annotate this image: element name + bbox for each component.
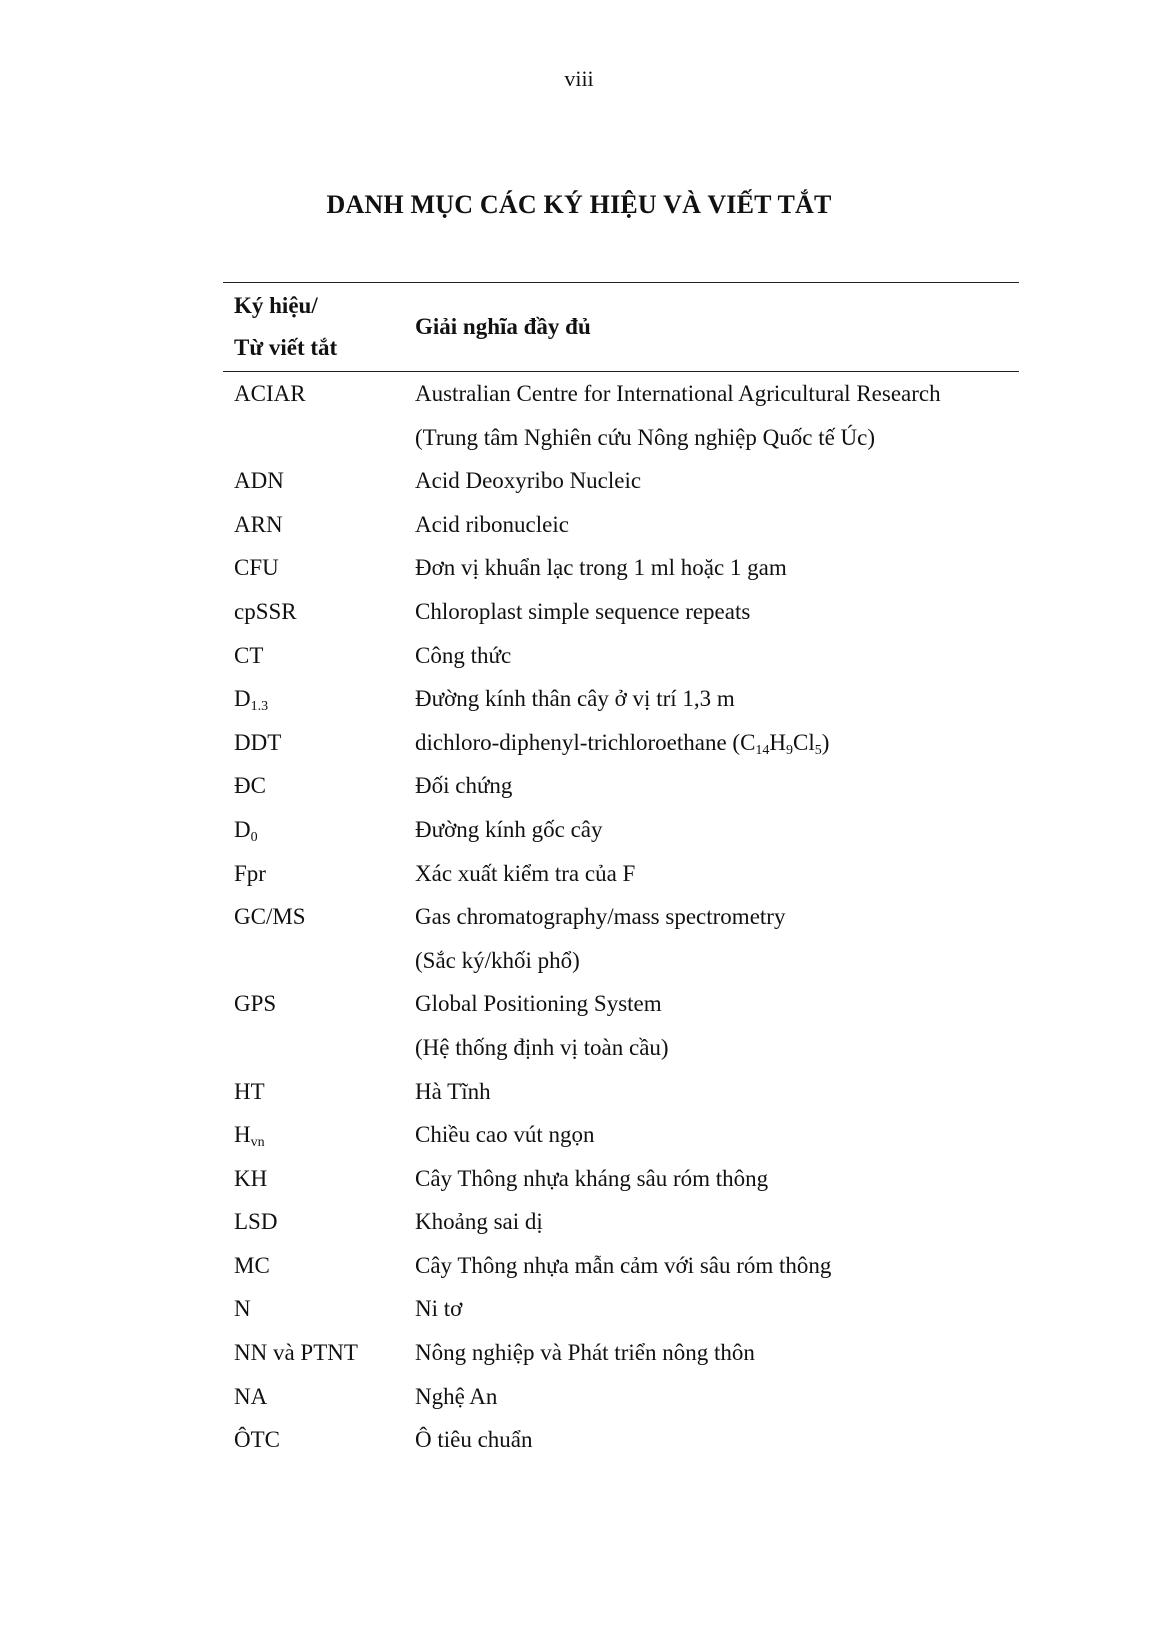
symbol-cell [223,895,404,982]
meaning-cell [404,1418,1019,1462]
symbol-text: GPS [234,991,277,1017]
table-row [223,546,1019,590]
table-row [223,808,1019,852]
table-row [223,634,1019,678]
symbol-cell [223,372,404,460]
symbol-cell [223,1287,404,1331]
symbol-text: ARN [234,511,283,537]
symbol-text: DDT [234,729,282,755]
symbol-text: NN và PTNT [234,1340,358,1366]
symbol-text: Fpr [234,860,266,886]
symbol-cell [223,677,404,721]
symbol-column-header [223,283,404,372]
table-row [223,1287,1019,1331]
table-header-row [223,283,1019,372]
meaning-text: Chiều cao vút ngọn [415,1122,595,1148]
meaning-translation: (Hệ thống định vị toàn cầu) [415,1034,669,1060]
meaning-cell [404,459,1019,503]
symbol-subscript: vn [250,1135,265,1151]
meaning-cell [404,677,1019,721]
symbol-cell [223,982,404,1069]
meaning-cell [404,1200,1019,1244]
meaning-text: Nông nghiệp và Phát triển nông thôn [415,1340,755,1366]
symbol-cell [223,1113,404,1157]
symbol-text: ÔTC [234,1427,280,1453]
symbol-text: LSD [234,1209,278,1235]
symbol-text: KH [234,1165,268,1191]
meaning-text: Xác xuất kiểm tra của F [415,860,636,886]
meaning-text: Khoảng sai dị [415,1209,543,1235]
symbol-cell [223,1200,404,1244]
meaning-text: Australian Centre for International Agricultural Research [415,381,941,406]
symbol-text: ĐC [234,773,266,799]
meaning-text: Acid Deoxyribo Nucleic [415,468,642,494]
meaning-text [415,721,1019,765]
meaning-column-header: Giải nghĩa đầy đủ [404,283,1019,372]
formula-text: ) [821,729,830,755]
table-row [223,503,1019,547]
meaning-cell [404,634,1019,678]
meaning-translation: (Trung tâm Nghiên cứu Nông nghiệp Quốc tế Úc) [415,424,876,450]
meaning-text: Đường kính thân cây ở vị trí 1,3 m [415,686,735,712]
meaning-cell [404,503,1019,547]
meaning-cell [404,1244,1019,1288]
table-row [223,982,1019,1069]
meaning-cell [404,808,1019,852]
meaning-text: Hà Tĩnh [415,1078,491,1104]
symbol-text: D [234,816,251,842]
table-row [223,1375,1019,1419]
table-row [223,590,1019,634]
table-row [223,1113,1019,1157]
formula-subscript: 5 [814,742,822,758]
symbol-text: H [234,1122,251,1148]
symbol-cell [223,546,404,590]
symbol-text: HT [234,1078,265,1104]
table-row [223,852,1019,896]
formula-text: H [769,729,787,755]
symbol-header-line2: Từ viết tắt [234,335,338,360]
table-row [223,764,1019,808]
table-row [223,1331,1019,1375]
meaning-text: Đối chứng [415,773,513,799]
table-row [223,677,1019,721]
symbol-text: ACIAR [234,381,306,406]
table-row [223,895,1019,982]
meaning-cell [404,1331,1019,1375]
meaning-translation: (Sắc ký/khối phổ) [415,947,580,973]
abbreviation-table [223,282,1019,1462]
meaning-cell [404,1157,1019,1201]
symbol-cell [223,634,404,678]
symbol-cell [223,1157,404,1201]
meaning-text: Cây Thông nhựa kháng sâu róm thông [415,1165,769,1191]
meaning-text: Cây Thông nhựa mẫn cảm với sâu róm thông [415,1252,832,1278]
formula-text: Cl [793,729,815,755]
meaning-text: Đơn vị khuẩn lạc trong 1 ml hoặc 1 gam [415,555,787,581]
formula-subscript: 9 [786,742,794,758]
symbol-cell [223,1375,404,1419]
symbol-cell [223,1070,404,1114]
table-row [223,459,1019,503]
meaning-cell [404,1375,1019,1419]
symbol-text: GC/MS [234,904,306,930]
page-number: viii [564,66,594,91]
meaning-cell [404,372,1019,460]
symbol-cell [223,1418,404,1462]
symbol-cell [223,808,404,852]
symbol-text: cpSSR [234,598,297,624]
meaning-text: Ni tơ [415,1296,463,1322]
table-body [223,372,1019,1462]
symbol-text: NA [234,1383,268,1409]
symbol-cell [223,1331,404,1375]
meaning-cell [404,895,1019,982]
symbol-subscript: 1.3 [250,699,269,715]
symbol-header-line1: Ký hiệu/ [234,293,318,318]
meaning-text: Đường kính gốc cây [415,816,603,842]
table-row [223,1157,1019,1201]
symbol-cell [223,503,404,547]
meaning-cell [404,982,1019,1069]
symbol-text: MC [234,1252,270,1278]
symbol-cell [223,1244,404,1288]
meaning-cell [404,590,1019,634]
table-row [223,1200,1019,1244]
table-row [223,372,1019,460]
table-row [223,1244,1019,1288]
symbol-cell [223,590,404,634]
symbol-cell [223,721,404,765]
symbol-cell [223,764,404,808]
formula-subscript: 14 [755,742,770,758]
formula-text: dichloro-diphenyl-trichloroethane (C [415,729,756,755]
page-title: DANH MỤC CÁC KÝ HIỆU VÀ VIẾT TẮT [326,190,832,219]
meaning-cell [404,721,1019,765]
meaning-text: Gas chromatography/mass spectrometry [415,904,786,930]
symbol-text: ADN [234,468,284,494]
symbol-text: N [234,1296,251,1322]
symbol-text: CFU [234,555,279,581]
meaning-cell [404,546,1019,590]
meaning-text: Ô tiêu chuẩn [415,1427,533,1453]
meaning-text: Nghệ An [415,1383,498,1409]
meaning-cell [404,1287,1019,1331]
table-row [223,721,1019,765]
symbol-cell [223,459,404,503]
symbol-cell [223,852,404,896]
symbol-text: D [234,686,251,712]
meaning-text: Acid ribonucleic [415,511,569,537]
meaning-text: Chloroplast simple sequence repeats [415,598,751,624]
symbol-subscript: 0 [250,829,258,845]
table-row [223,1418,1019,1462]
meaning-cell [404,852,1019,896]
table-row [223,1070,1019,1114]
meaning-cell [404,1113,1019,1157]
meaning-cell [404,764,1019,808]
meaning-text: Công thức [415,642,512,668]
symbol-text: CT [234,642,264,668]
meaning-text: Global Positioning System [415,991,662,1017]
meaning-cell [404,1070,1019,1114]
